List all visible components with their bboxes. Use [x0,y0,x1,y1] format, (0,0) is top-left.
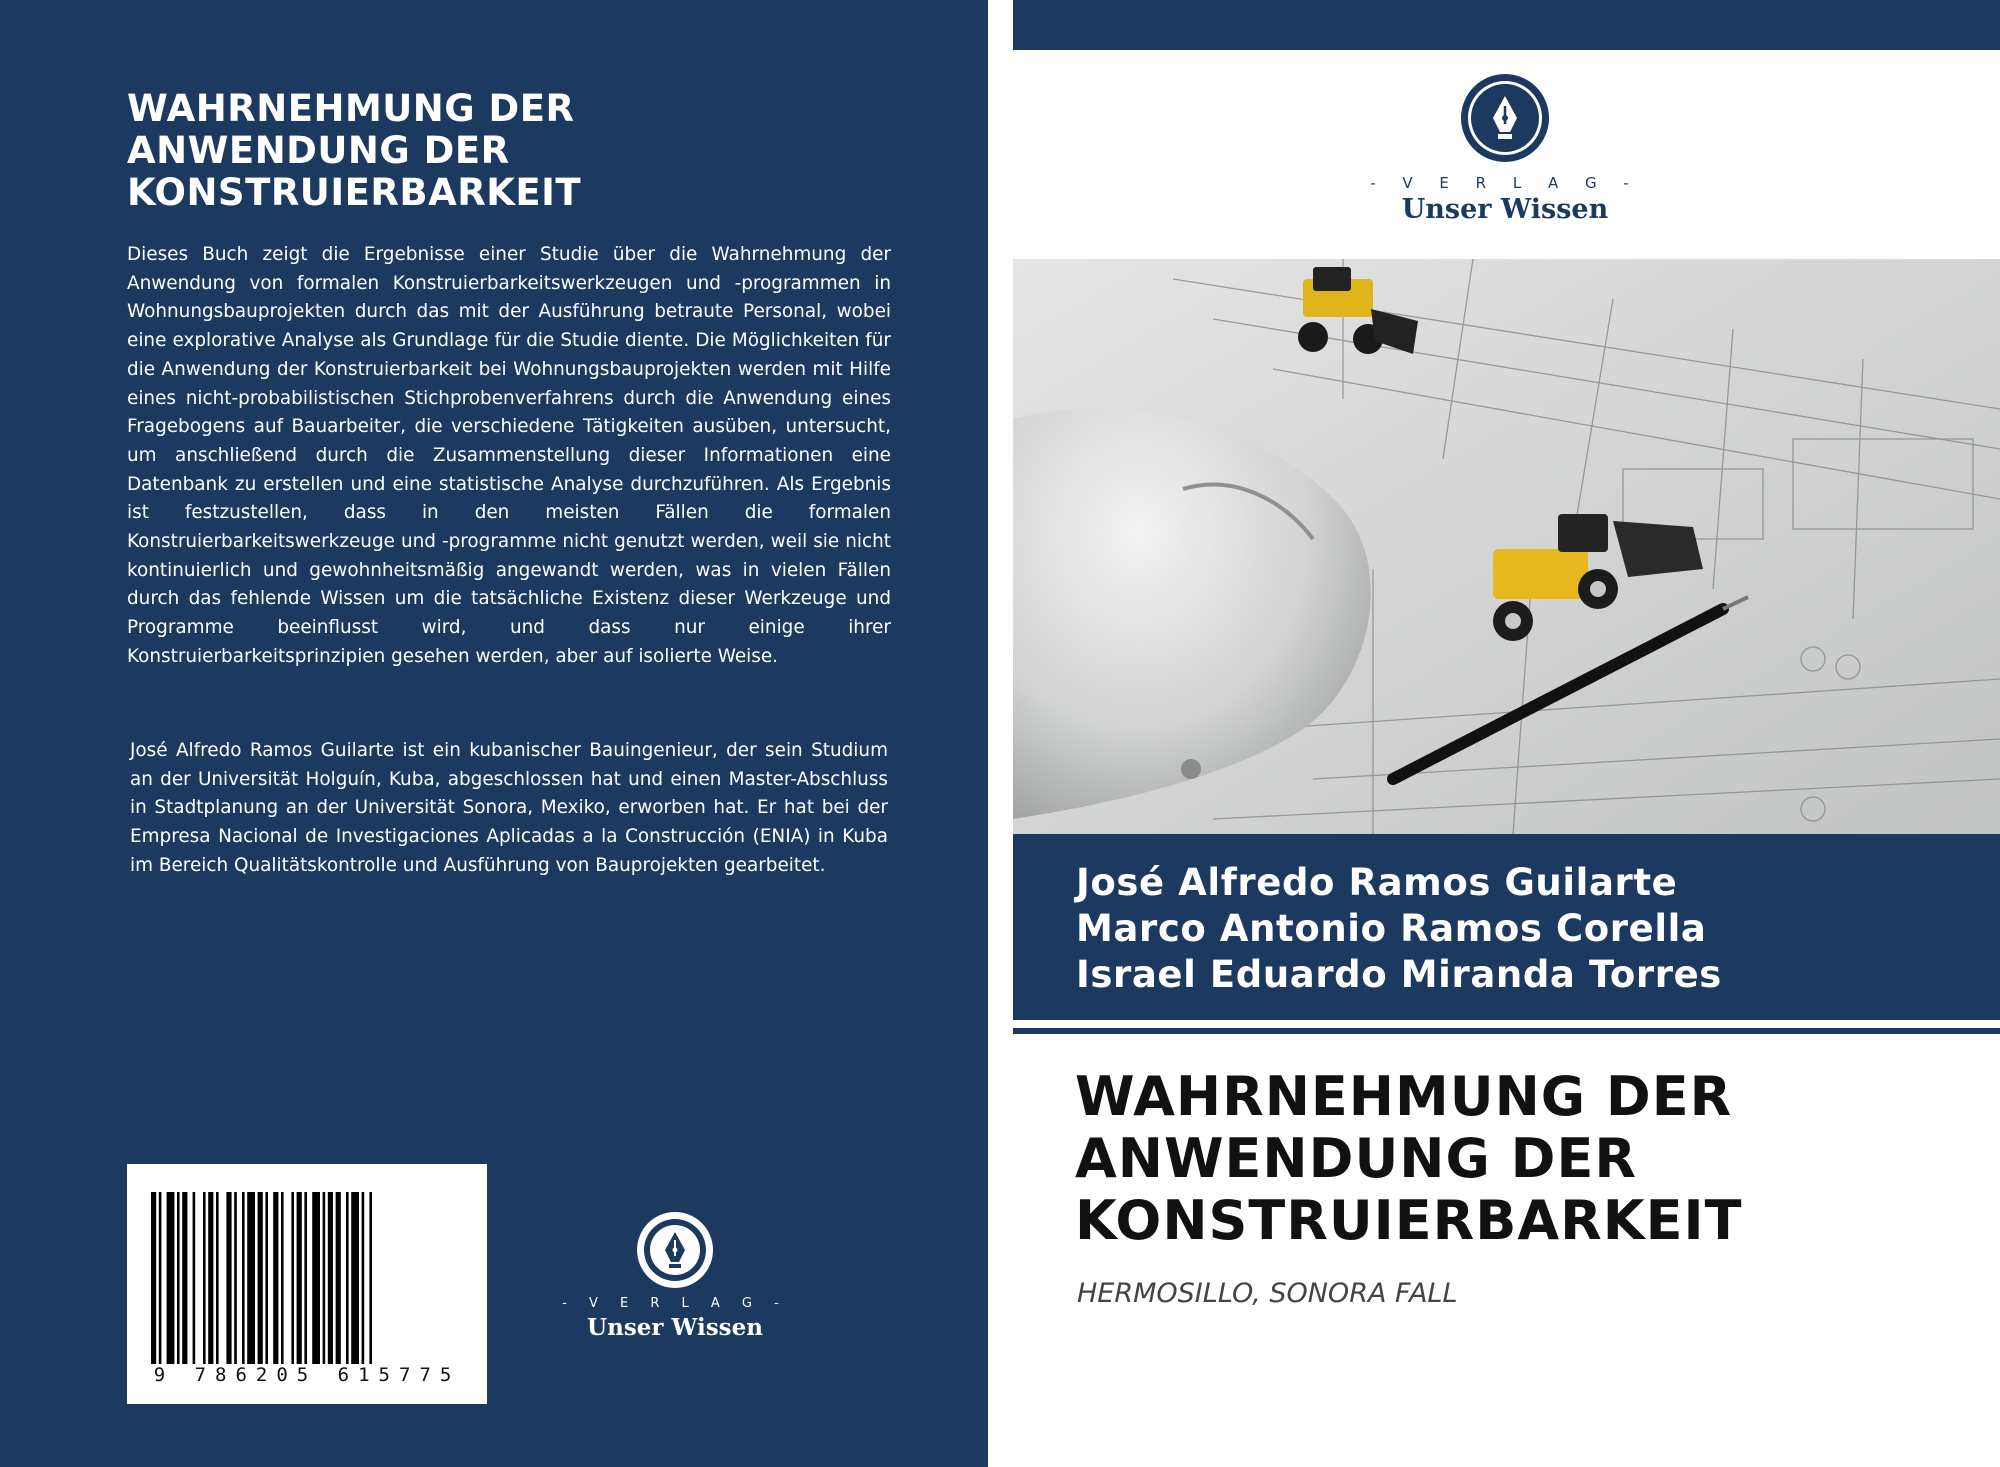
fountain-pen-emblem-icon [1459,72,1551,164]
isbn-barcode [127,1164,487,1404]
publisher-name: Unser Wissen [1401,194,1609,225]
isbn-digits: 9 786205 615775 [153,1364,461,1386]
front-publisher-logo [1340,72,1670,225]
back-cover [0,0,988,1467]
back-cover-description: Dieses Buch zeigt die Ergebnisse einer Studie über die Wahrnehmung der Anwendung von formalen Konstruierbarkeitswerkzeugen und -programmen in Wohnungsbauprojekten durch das mit der Ausführung betraute Personal, wobei eine explorative Analyse als Grundlage für die Studie diente. Die Möglichkeiten für die Anwendung der Konstruierbarkeit bei Wohnungsbauprojekten werden mit Hilfe eines nicht-probabilistischen Stichprobenverfahrens durch die Anwendung eines Fragebogens auf Bauarbeiter, die verschiedene Tätigkeiten ausüben, untersucht, um anschließend durch die Zusammenstellung dieser Informationen eine Datenbank zu erstellen und eine statistische Analyse durchzuführen. Als Ergebnis ist festzustellen, dass in den meisten Fällen die formalen Konstruierbarkeitswerkzeuge und -programme nicht genutzt werden, weil sie nicht kontinuierlich und gewohnheitsmäßig angewandt werden, was in vielen Fällen durch das fehlende Wissen um die tatsächliche Existenz dieser Werkzeuge und Programme beeinflusst wird, und dass nur einige ihrer Konstruierbarkeitsprinzipien gesehen werden, aber auf isolierte Weise. [127,244,891,667]
back-cover-title: WAHRNEHMUNG DER ANWENDUNG DER KONSTRUIERBARKEIT [127,87,582,214]
barcode-icon [149,1192,465,1364]
book-subtitle: HERMOSILLO, SONORA FALL [1077,1278,1458,1309]
back-publisher-logo [560,1210,790,1341]
fountain-pen-emblem-icon [635,1210,715,1290]
verlag-label: - V E R L A G - [562,1296,788,1311]
author-name: Marco Antonio Ramos Corella [1076,907,1707,950]
front-top-bar [1013,0,2000,50]
author-list [1076,860,1722,998]
publisher-name: Unser Wissen [587,1314,763,1341]
author-name: José Alfredo Ramos Guilarte [1076,861,1678,904]
author-biography: José Alfredo Ramos Guilarte ist ein kubanischer Bauingenieur, der sein Studium an der Universität Holguín, Kuba, abgeschlossen hat und einen Master-Abschluss in Stadtplanung an der Universität Sonora, Mexiko, erworben hat. Er hat bei der Empresa Nacional de Investigaciones Aplicadas a la Construcción (ENIA) in Kuba im Bereich Qualitätskontrolle und Ausführung von Bauprojekten gearbeitet. [130,740,888,876]
authors-band [1013,834,2000,1020]
book-title: WAHRNEHMUNG DER ANWENDUNG DER KONSTRUIERBARKEIT [1075,1065,1743,1252]
divider [1013,1028,2000,1034]
construction-blueprint-photo [1013,259,2000,834]
author-name: Israel Eduardo Miranda Torres [1076,953,1722,996]
verlag-label: - V E R L A G - [1370,174,1640,192]
